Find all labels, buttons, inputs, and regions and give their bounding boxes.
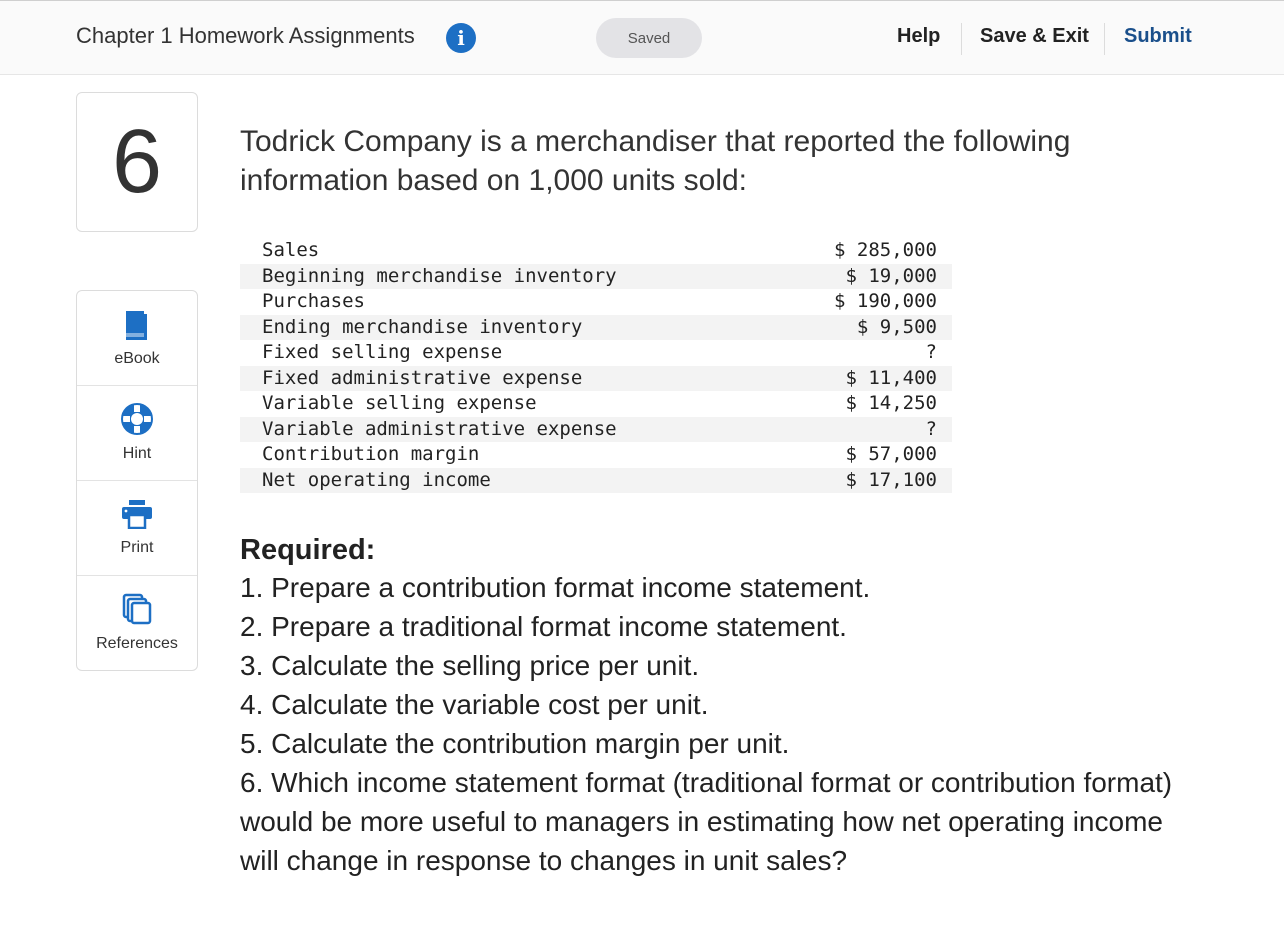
row-label: Fixed selling expense bbox=[262, 341, 503, 363]
row-value: $ 14,250 bbox=[845, 392, 937, 414]
row-value: ? bbox=[925, 341, 937, 363]
table-row bbox=[240, 442, 952, 468]
required-list bbox=[240, 568, 1180, 880]
row-value: $ 11,400 bbox=[845, 366, 937, 389]
list-item: 2. Prepare a traditional format income statement. bbox=[240, 611, 847, 642]
table-row bbox=[240, 340, 952, 366]
row-label: Variable administrative expense bbox=[262, 417, 617, 440]
row-label: Sales bbox=[262, 239, 320, 261]
row-label: Net operating income bbox=[262, 468, 491, 491]
list-item: 3. Calculate the selling price per unit. bbox=[240, 650, 700, 681]
question-number: 6 bbox=[76, 92, 198, 232]
list-item: 6. Which income statement format (traditional format or contribution format) would be more useful to managers in estimating how net operating income will change in response to changes in unit sales? bbox=[240, 767, 1173, 876]
tool-label: Hint bbox=[122, 445, 152, 462]
tools-panel bbox=[76, 290, 198, 671]
list-item: 1. Prepare a contribution format income statement. bbox=[240, 572, 871, 603]
table-row bbox=[240, 315, 952, 341]
table-row bbox=[240, 417, 952, 443]
saved-status-badge: Saved bbox=[596, 18, 702, 58]
save-exit-button[interactable]: Save & Exit bbox=[980, 25, 1089, 47]
table-row bbox=[240, 366, 952, 392]
assignment-title: Chapter 1 Homework Assignments bbox=[76, 23, 415, 48]
row-value: $ 57,000 bbox=[845, 443, 937, 465]
row-value: ? bbox=[925, 417, 937, 440]
table-row bbox=[240, 238, 952, 264]
required-heading: Required: bbox=[240, 534, 376, 566]
row-value: $ 285,000 bbox=[834, 239, 937, 261]
row-value: $ 17,100 bbox=[845, 468, 937, 491]
tool-print[interactable] bbox=[77, 481, 197, 576]
tool-ebook[interactable] bbox=[77, 291, 197, 386]
row-value: $ 190,000 bbox=[834, 290, 937, 312]
help-button[interactable]: Help bbox=[897, 25, 941, 47]
row-value: $ 19,000 bbox=[845, 264, 937, 287]
table-row bbox=[240, 468, 952, 494]
lifebuoy-icon bbox=[121, 403, 153, 435]
table-row bbox=[240, 391, 952, 417]
list-item: 5. Calculate the contribution margin per unit. bbox=[240, 728, 790, 759]
references-icon bbox=[122, 593, 152, 625]
book-icon bbox=[122, 308, 152, 340]
table-row bbox=[240, 264, 952, 290]
row-label: Purchases bbox=[262, 290, 365, 312]
tool-label: Print bbox=[120, 539, 154, 556]
list-item: 4. Calculate the variable cost per unit. bbox=[240, 689, 709, 720]
tool-label: References bbox=[96, 635, 178, 652]
financial-data-table bbox=[240, 238, 952, 493]
row-label: Ending merchandise inventory bbox=[262, 315, 583, 338]
divider bbox=[1104, 23, 1105, 55]
row-value: $ 9,500 bbox=[856, 315, 937, 338]
row-label: Variable selling expense bbox=[262, 392, 537, 414]
row-label: Beginning merchandise inventory bbox=[262, 264, 617, 287]
submit-button[interactable]: Submit bbox=[1124, 25, 1192, 47]
info-icon[interactable]: i bbox=[446, 23, 476, 53]
row-label: Contribution margin bbox=[262, 443, 480, 465]
top-bar bbox=[0, 0, 1284, 75]
divider bbox=[961, 23, 962, 55]
question-intro: Todrick Company is a merchandiser that reported the following information based on 1,000 units sold: bbox=[240, 125, 1071, 197]
tool-hint[interactable] bbox=[77, 386, 197, 481]
printer-icon bbox=[121, 499, 153, 529]
required-section bbox=[240, 532, 1180, 880]
tool-label: eBook bbox=[114, 350, 160, 367]
tool-references[interactable] bbox=[77, 576, 197, 670]
table-row bbox=[240, 289, 952, 315]
row-label: Fixed administrative expense bbox=[262, 366, 583, 389]
